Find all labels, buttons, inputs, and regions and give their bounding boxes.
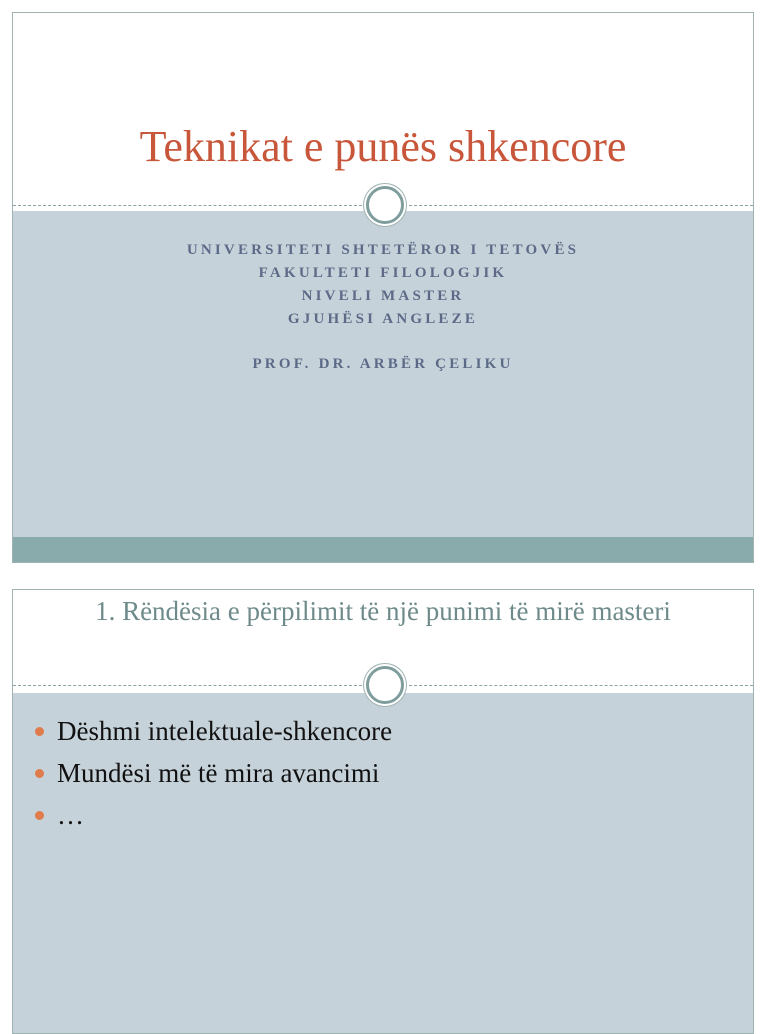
slide-2-title: 1. Rëndësia e përpilimit të një punimi të mirë masteri: [95, 596, 671, 626]
bullet-text: Dëshmi intelektuale-shkencore: [57, 716, 393, 746]
bullet-dot-icon: [35, 811, 44, 820]
ring-ornament-icon: [366, 186, 404, 224]
slide-1-footer-band: [13, 537, 753, 563]
bullet-text: Mundësi më të mira avancimi: [57, 758, 380, 788]
bullet-list: [35, 710, 392, 836]
ring-ornament-icon: [366, 666, 404, 704]
slide-1: [12, 12, 754, 563]
bullet-text: …: [57, 800, 84, 830]
list-item: [35, 752, 392, 794]
bullet-dot-icon: [35, 727, 44, 736]
list-item: [35, 794, 392, 836]
subtitle-line-program: GJUHËSI ANGLEZE: [287, 311, 479, 327]
subtitle-line-level: NIVELI MASTER: [301, 288, 465, 304]
bullet-dot-icon: [35, 769, 44, 778]
subtitle-line-university: UNIVERSITETI SHTETËROR I TETOVËS: [186, 242, 580, 258]
slide-2: [12, 589, 754, 1034]
subtitle-line-faculty: FAKULTETI FILOLOGJIK: [258, 265, 508, 281]
slide-1-title: Teknikat e punës shkencore: [139, 122, 627, 171]
author-name: PROF. DR. ARBËR ÇELIKU: [252, 356, 514, 372]
list-item: [35, 710, 392, 752]
slide-1-subtitle: [13, 239, 753, 376]
